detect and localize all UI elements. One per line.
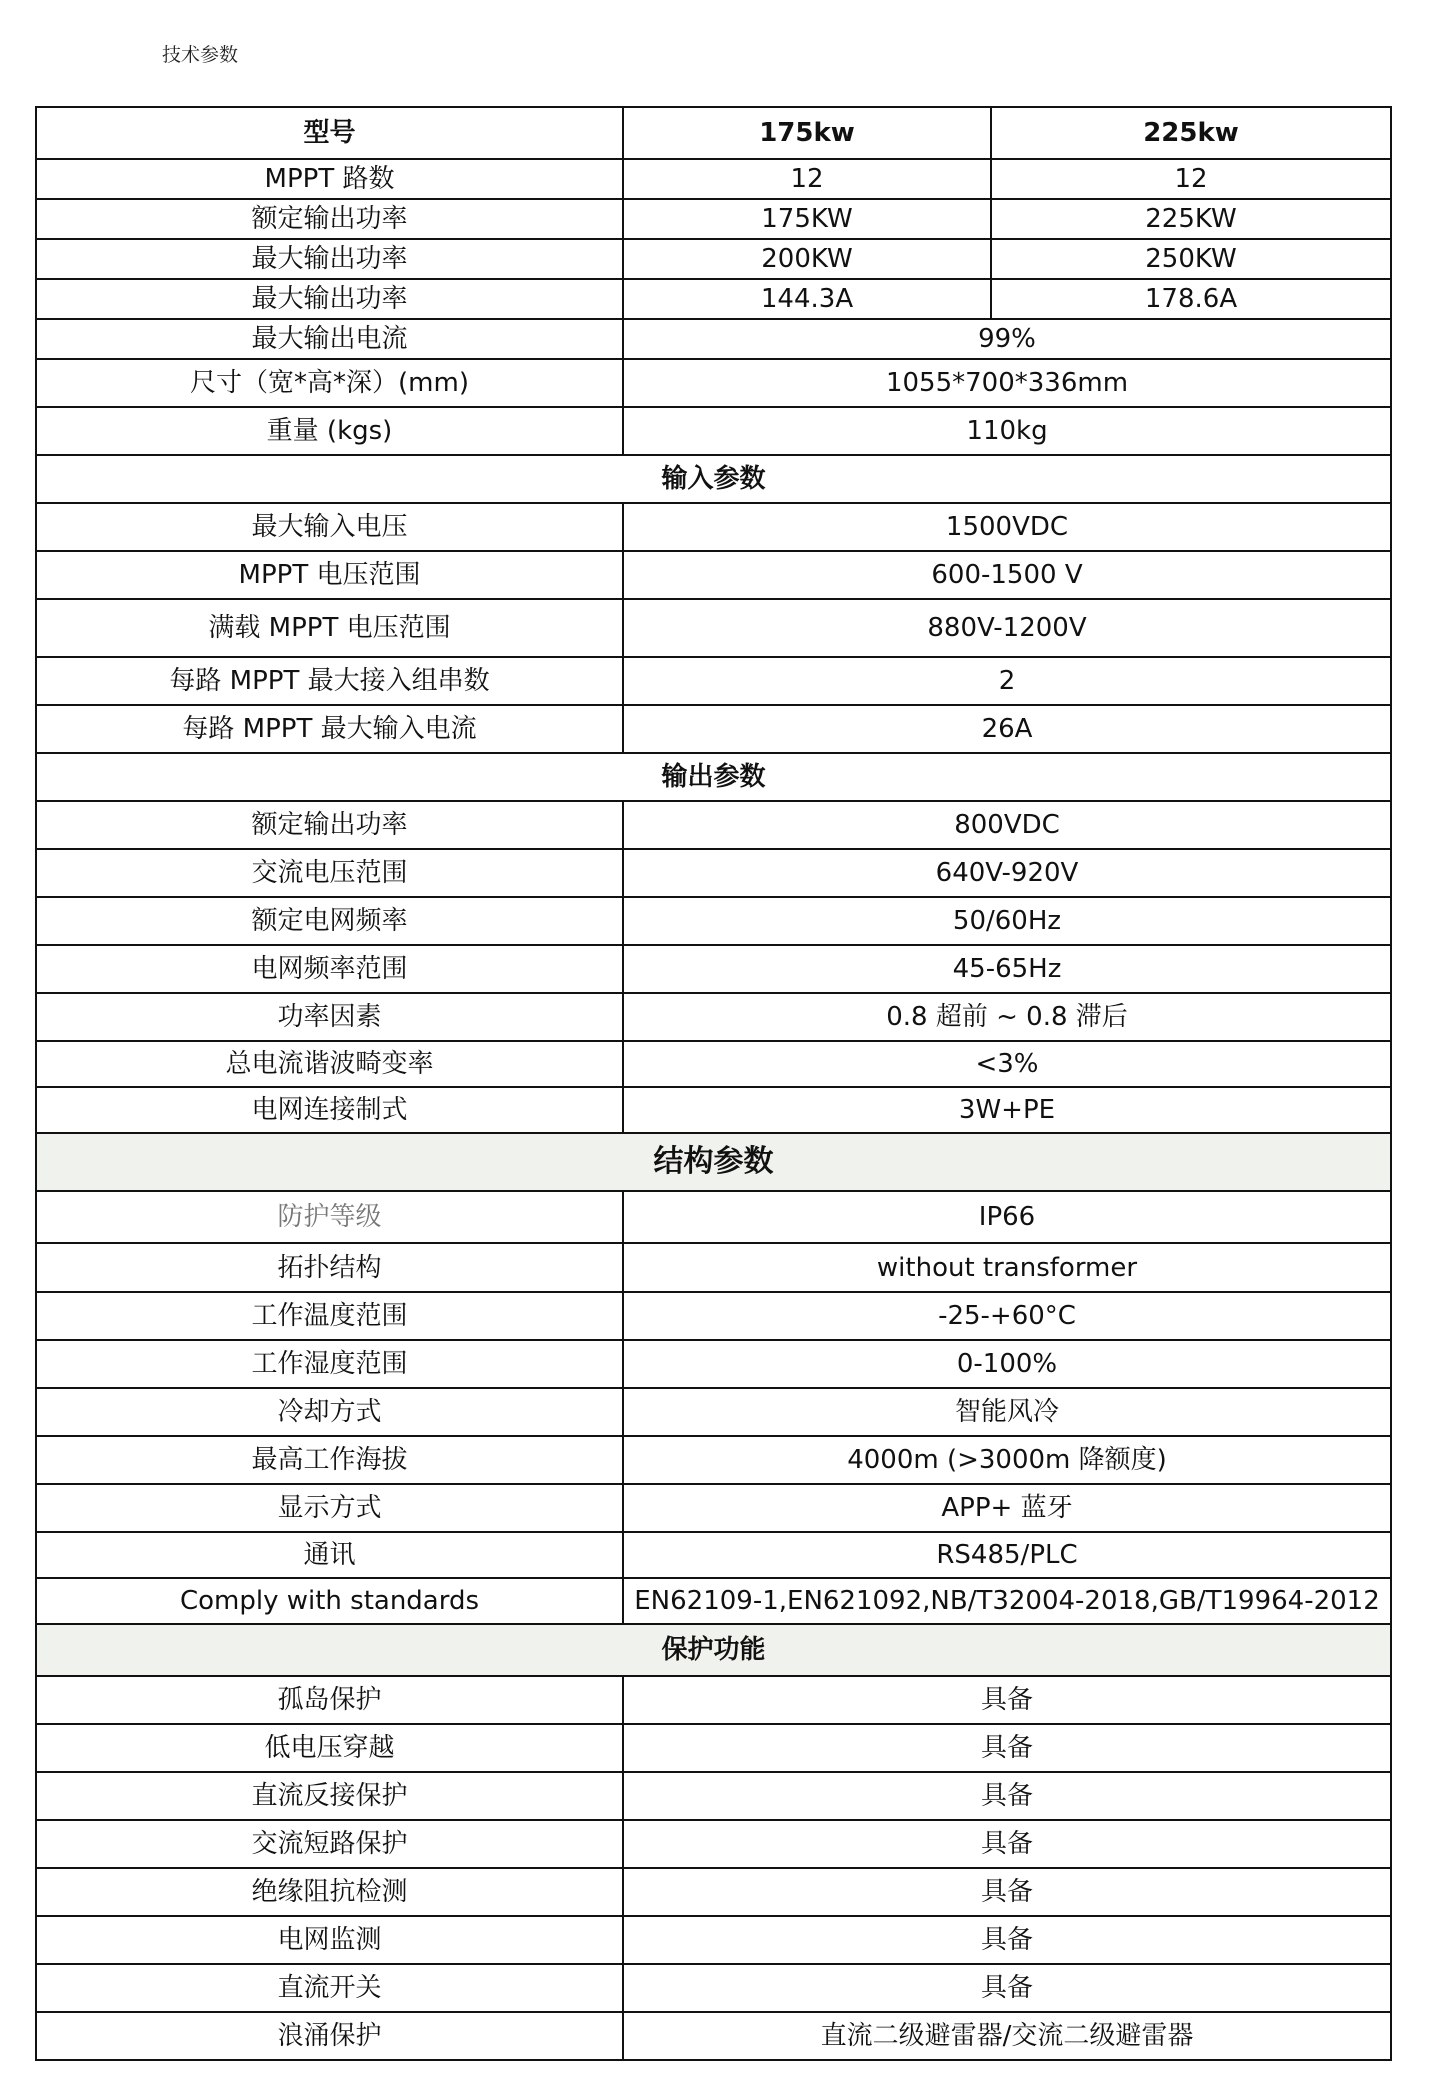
row-value-a: 12 — [623, 159, 991, 199]
row-label: 总电流谐波畸变率 — [36, 1041, 623, 1087]
row-value: RS485/PLC — [623, 1532, 1391, 1578]
row-label: 电网连接制式 — [36, 1087, 623, 1133]
row-value: 具备 — [623, 1772, 1391, 1820]
row-value: APP+ 蓝牙 — [623, 1484, 1391, 1532]
table-row — [36, 599, 1391, 657]
row-value: 50/60Hz — [623, 897, 1391, 945]
row-label: 孤岛保护 — [36, 1676, 623, 1724]
row-value: <3% — [623, 1041, 1391, 1087]
row-label: 功率因素 — [36, 993, 623, 1041]
section-header-output — [36, 753, 1391, 801]
row-label: 每路 MPPT 最大输入电流 — [36, 705, 623, 753]
table-row — [36, 503, 1391, 551]
row-value: 1500VDC — [623, 503, 1391, 551]
row-value: 0.8 超前 ~ 0.8 滞后 — [623, 993, 1391, 1041]
row-label: 绝缘阻抗检测 — [36, 1868, 623, 1916]
table-row — [36, 359, 1391, 407]
row-value: 具备 — [623, 1724, 1391, 1772]
table-row — [36, 1868, 1391, 1916]
row-label: 浪涌保护 — [36, 2012, 623, 2060]
row-label: 交流电压范围 — [36, 849, 623, 897]
row-label: 直流开关 — [36, 1964, 623, 2012]
row-label: 最高工作海拔 — [36, 1436, 623, 1484]
table-row — [36, 279, 1391, 319]
table-row — [36, 1916, 1391, 1964]
section-header-structure — [36, 1133, 1391, 1191]
row-value: 0-100% — [623, 1340, 1391, 1388]
row-label: 工作湿度范围 — [36, 1340, 623, 1388]
table-row — [36, 1340, 1391, 1388]
row-value: 99% — [623, 319, 1391, 359]
row-value-a: 200KW — [623, 239, 991, 279]
table-row — [36, 1292, 1391, 1340]
table-row — [36, 657, 1391, 705]
model-label: 型号 — [36, 107, 623, 159]
section-title: 输入参数 — [36, 455, 1391, 503]
table-row — [36, 993, 1391, 1041]
row-label: 交流短路保护 — [36, 1820, 623, 1868]
row-value: 具备 — [623, 1916, 1391, 1964]
row-value: 4000m (>3000m 降额度) — [623, 1436, 1391, 1484]
table-row — [36, 319, 1391, 359]
row-label: 最大输入电压 — [36, 503, 623, 551]
model-b: 225kw — [991, 107, 1391, 159]
row-label: 低电压穿越 — [36, 1724, 623, 1772]
row-value: 600-1500 V — [623, 551, 1391, 599]
table-row — [36, 1041, 1391, 1087]
table-row — [36, 1820, 1391, 1868]
table-row — [36, 849, 1391, 897]
table-row — [36, 551, 1391, 599]
row-value: IP66 — [623, 1191, 1391, 1243]
table-row — [36, 1388, 1391, 1436]
row-label: 冷却方式 — [36, 1388, 623, 1436]
row-value: 880V-1200V — [623, 599, 1391, 657]
table-row — [36, 159, 1391, 199]
table-row — [36, 407, 1391, 455]
row-value: 26A — [623, 705, 1391, 753]
row-label: 重量 (kgs) — [36, 407, 623, 455]
header-row — [36, 107, 1391, 159]
row-label: 最大输出功率 — [36, 279, 623, 319]
row-value: 具备 — [623, 1868, 1391, 1916]
row-value: 110kg — [623, 407, 1391, 455]
row-value: 45-65Hz — [623, 945, 1391, 993]
row-value: 具备 — [623, 1820, 1391, 1868]
row-label: 直流反接保护 — [36, 1772, 623, 1820]
row-value: EN62109-1,EN621092,NB/T32004-2018,GB/T19964-2012 — [623, 1578, 1391, 1624]
row-label: 每路 MPPT 最大接入组串数 — [36, 657, 623, 705]
table-row — [36, 199, 1391, 239]
row-value-b: 225KW — [991, 199, 1391, 239]
row-label: MPPT 电压范围 — [36, 551, 623, 599]
spec-table — [35, 106, 1392, 2061]
row-value: 2 — [623, 657, 1391, 705]
row-label: 最大输出功率 — [36, 239, 623, 279]
section-header-protection — [36, 1624, 1391, 1676]
section-header-input — [36, 455, 1391, 503]
row-value-a: 144.3A — [623, 279, 991, 319]
row-label: 额定输出功率 — [36, 199, 623, 239]
table-row — [36, 1676, 1391, 1724]
table-row — [36, 1532, 1391, 1578]
table-row — [36, 1964, 1391, 2012]
row-label: 尺寸（宽*高*深）(mm) — [36, 359, 623, 407]
row-label: 最大输出电流 — [36, 319, 623, 359]
table-row — [36, 1724, 1391, 1772]
row-value: without transformer — [623, 1243, 1391, 1292]
row-value: 具备 — [623, 1676, 1391, 1724]
table-row — [36, 1484, 1391, 1532]
row-label: 拓扑结构 — [36, 1243, 623, 1292]
row-value: 智能风冷 — [623, 1388, 1391, 1436]
row-value: 800VDC — [623, 801, 1391, 849]
row-label: 通讯 — [36, 1532, 623, 1578]
table-row — [36, 1436, 1391, 1484]
table-row — [36, 1087, 1391, 1133]
table-row — [36, 945, 1391, 993]
row-value-b: 12 — [991, 159, 1391, 199]
model-a: 175kw — [623, 107, 991, 159]
row-value: 640V-920V — [623, 849, 1391, 897]
row-value: -25-+60°C — [623, 1292, 1391, 1340]
row-label: 防护等级 — [36, 1191, 623, 1243]
table-row — [36, 1191, 1391, 1243]
table-row — [36, 705, 1391, 753]
row-value: 具备 — [623, 1964, 1391, 2012]
row-label: 工作温度范围 — [36, 1292, 623, 1340]
row-label: 显示方式 — [36, 1484, 623, 1532]
table-row — [36, 1243, 1391, 1292]
row-value-b: 178.6A — [991, 279, 1391, 319]
row-value-b: 250KW — [991, 239, 1391, 279]
row-label: MPPT 路数 — [36, 159, 623, 199]
table-row — [36, 2012, 1391, 2060]
document-title: 技术参数 — [162, 44, 239, 66]
section-title: 保护功能 — [36, 1624, 1391, 1676]
table-row — [36, 1578, 1391, 1624]
row-label: 满载 MPPT 电压范围 — [36, 599, 623, 657]
table-row — [36, 1772, 1391, 1820]
row-label: 额定电网频率 — [36, 897, 623, 945]
row-value: 3W+PE — [623, 1087, 1391, 1133]
row-label: Comply with standards — [36, 1578, 623, 1624]
table-row — [36, 239, 1391, 279]
row-value: 1055*700*336mm — [623, 359, 1391, 407]
row-label: 额定输出功率 — [36, 801, 623, 849]
row-label: 电网频率范围 — [36, 945, 623, 993]
row-value: 直流二级避雷器/交流二级避雷器 — [623, 2012, 1391, 2060]
section-title: 输出参数 — [36, 753, 1391, 801]
table-row — [36, 801, 1391, 849]
section-title: 结构参数 — [36, 1133, 1391, 1191]
row-value-a: 175KW — [623, 199, 991, 239]
row-label: 电网监测 — [36, 1916, 623, 1964]
table-row — [36, 897, 1391, 945]
